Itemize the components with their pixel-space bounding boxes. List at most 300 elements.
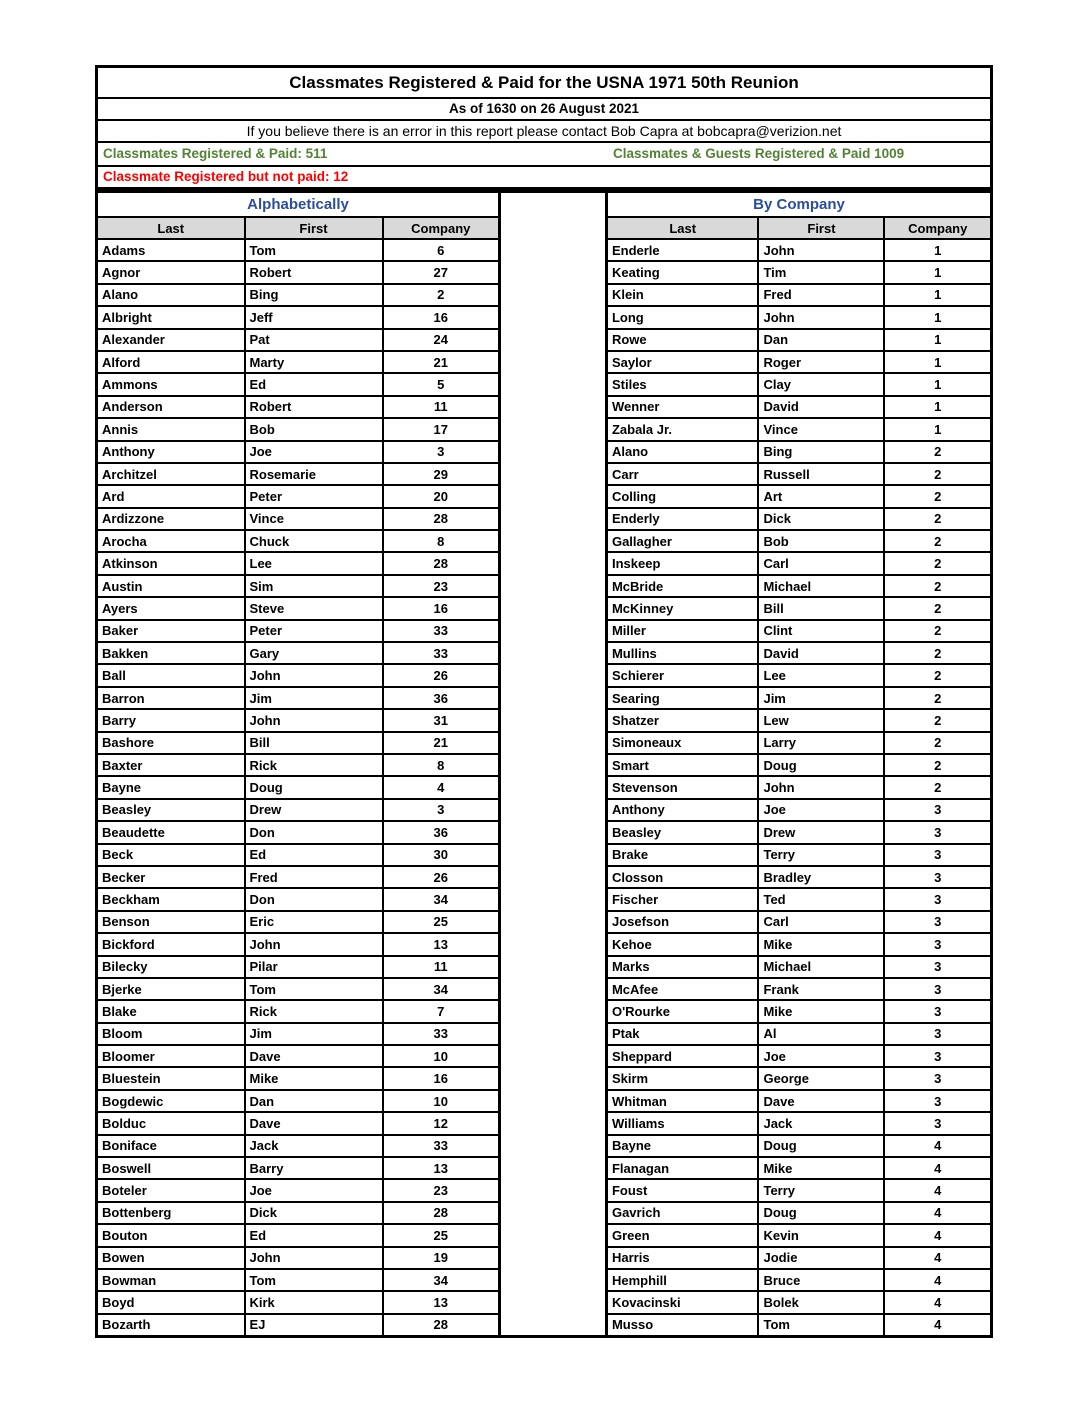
cell-first: Peter (245, 620, 383, 642)
cell-company: 1 (884, 239, 991, 261)
cell-last: Inskeep (606, 552, 758, 574)
cell-company: 7 (383, 1000, 500, 1022)
cell-last: McBride (606, 575, 758, 597)
cell-first: Kirk (245, 1291, 383, 1313)
cell-first: Kevin (758, 1224, 884, 1246)
cell-last: Hemphill (606, 1269, 758, 1291)
cell-company: 3 (884, 1112, 991, 1134)
cell-first: John (758, 776, 884, 798)
cell-first: Barry (245, 1157, 383, 1179)
cell-company: 2 (884, 508, 991, 530)
cell-company: 4 (884, 1269, 991, 1291)
cell-company: 2 (884, 776, 991, 798)
table-row (97, 978, 500, 1000)
alphabetical-table (95, 190, 501, 1338)
cell-company: 2 (884, 597, 991, 619)
cell-first: Steve (245, 597, 383, 619)
table-row (606, 933, 991, 955)
table-row (606, 709, 991, 731)
table-row (97, 620, 500, 642)
cell-company: 3 (884, 911, 991, 933)
cell-last: Rowe (606, 329, 758, 351)
column-header-first: First (758, 217, 884, 239)
table-row (97, 799, 500, 821)
cell-last: Enderly (606, 508, 758, 530)
table-row (606, 1247, 991, 1269)
cell-company: 2 (884, 687, 991, 709)
table-row (606, 1023, 991, 1045)
cell-last: Carr (606, 463, 758, 485)
table-row (97, 396, 500, 418)
cell-company: 5 (383, 373, 500, 395)
cell-last: Ptak (606, 1023, 758, 1045)
table-row (97, 508, 500, 530)
cell-company: 2 (884, 642, 991, 664)
cell-first: Art (758, 485, 884, 507)
cell-last: Bowman (97, 1269, 245, 1291)
cell-last: Beasley (606, 821, 758, 843)
cell-last: Bloom (97, 1023, 245, 1045)
cell-first: Gary (245, 642, 383, 664)
cell-last: Fischer (606, 888, 758, 910)
cell-company: 23 (383, 575, 500, 597)
cell-first: Carl (758, 911, 884, 933)
cell-first: John (245, 933, 383, 955)
cell-last: Baker (97, 620, 245, 642)
tables-region (95, 190, 993, 1338)
cell-last: Stevenson (606, 776, 758, 798)
cell-company: 28 (383, 508, 500, 530)
cell-last: Alano (97, 284, 245, 306)
table-row (97, 284, 500, 306)
cell-last: Flanagan (606, 1157, 758, 1179)
table-row (97, 844, 500, 866)
cell-last: Closson (606, 866, 758, 888)
cell-company: 2 (884, 754, 991, 776)
cell-first: Peter (245, 485, 383, 507)
cell-company: 3 (884, 799, 991, 821)
cell-last: Bayne (97, 776, 245, 798)
cell-first: Jodie (758, 1247, 884, 1269)
cell-first: Jim (245, 1023, 383, 1045)
cell-company: 11 (383, 396, 500, 418)
cell-last: Beaudette (97, 821, 245, 843)
table-row (97, 1179, 500, 1201)
cell-company: 36 (383, 687, 500, 709)
table-row (97, 709, 500, 731)
cell-last: Bickford (97, 933, 245, 955)
cell-company: 4 (884, 1314, 991, 1337)
cell-first: Dick (245, 1202, 383, 1224)
cell-last: Whitman (606, 1090, 758, 1112)
cell-company: 29 (383, 463, 500, 485)
cell-first: Terry (758, 844, 884, 866)
cell-last: Smart (606, 754, 758, 776)
cell-company: 28 (383, 1314, 500, 1337)
cell-company: 27 (383, 261, 500, 283)
cell-company: 1 (884, 373, 991, 395)
cell-last: Gavrich (606, 1202, 758, 1224)
cell-first: Vince (758, 418, 884, 440)
cell-first: Tom (245, 978, 383, 1000)
cell-first: John (245, 1247, 383, 1269)
cell-first: Rosemarie (245, 463, 383, 485)
cell-first: Mike (758, 1157, 884, 1179)
cell-last: Mullins (606, 642, 758, 664)
classmates-paid-count: Classmates Registered & Paid: 511 (103, 146, 328, 161)
section-header-alphabetically: Alphabetically (97, 192, 500, 218)
cell-first: Bill (758, 597, 884, 619)
table-row (606, 261, 991, 283)
cell-first: Dick (758, 508, 884, 530)
table-row (97, 1000, 500, 1022)
cell-last: Klein (606, 284, 758, 306)
cell-company: 33 (383, 642, 500, 664)
cell-company: 3 (383, 799, 500, 821)
cell-last: Ball (97, 664, 245, 686)
cell-last: Ardizzone (97, 508, 245, 530)
table-row (606, 530, 991, 552)
cell-last: Searing (606, 687, 758, 709)
cell-last: Bilecky (97, 956, 245, 978)
cell-last: Green (606, 1224, 758, 1246)
table-row (606, 1000, 991, 1022)
cell-first: Dave (245, 1112, 383, 1134)
cell-company: 2 (884, 709, 991, 731)
cell-company: 34 (383, 978, 500, 1000)
cell-first: Mike (758, 933, 884, 955)
report-sheet (95, 65, 993, 1338)
table-row (97, 463, 500, 485)
cell-first: Mike (245, 1067, 383, 1089)
cell-company: 3 (884, 866, 991, 888)
cell-last: Bottenberg (97, 1202, 245, 1224)
cell-first: Marty (245, 351, 383, 373)
cell-first: Tom (245, 1269, 383, 1291)
cell-company: 13 (383, 1157, 500, 1179)
cell-first: Robert (245, 396, 383, 418)
by-company-table (605, 190, 993, 1338)
cell-last: Miller (606, 620, 758, 642)
table-row (606, 1179, 991, 1201)
cell-first: Chuck (245, 530, 383, 552)
table-row (606, 306, 991, 328)
cell-first: Bing (758, 441, 884, 463)
table-row (606, 821, 991, 843)
table-row (606, 373, 991, 395)
cell-first: Bob (758, 530, 884, 552)
cell-last: Anthony (97, 441, 245, 463)
cell-company: 1 (884, 329, 991, 351)
cell-last: Bluestein (97, 1067, 245, 1089)
table-row (97, 329, 500, 351)
cell-first: Doug (245, 776, 383, 798)
as-of-line: As of 1630 on 26 August 2021 (98, 99, 990, 121)
cell-first: Lew (758, 709, 884, 731)
table-row (606, 620, 991, 642)
cell-last: Bashore (97, 732, 245, 754)
cell-company: 25 (383, 911, 500, 933)
table-row (97, 1314, 500, 1337)
table-row (97, 888, 500, 910)
cell-last: Bloomer (97, 1045, 245, 1067)
cell-company: 3 (884, 888, 991, 910)
column-header-company: Company (884, 217, 991, 239)
cell-company: 6 (383, 239, 500, 261)
cell-company: 30 (383, 844, 500, 866)
cell-company: 2 (884, 620, 991, 642)
table-row (97, 1135, 500, 1157)
cell-last: Alexander (97, 329, 245, 351)
cell-last: Ammons (97, 373, 245, 395)
cell-company: 34 (383, 888, 500, 910)
cell-last: Marks (606, 956, 758, 978)
cell-company: 3 (884, 821, 991, 843)
cell-last: Benson (97, 911, 245, 933)
table-row (97, 1157, 500, 1179)
cell-company: 3 (383, 441, 500, 463)
table-row (606, 1314, 991, 1337)
cell-last: Saylor (606, 351, 758, 373)
table-row (97, 1045, 500, 1067)
table-row (606, 441, 991, 463)
cell-last: Agnor (97, 261, 245, 283)
cell-last: Wenner (606, 396, 758, 418)
table-row (606, 978, 991, 1000)
table-row (97, 1202, 500, 1224)
column-header-last: Last (606, 217, 758, 239)
cell-company: 28 (383, 552, 500, 574)
cell-company: 33 (383, 1023, 500, 1045)
cell-company: 4 (884, 1224, 991, 1246)
table-row (97, 1247, 500, 1269)
cell-first: David (758, 642, 884, 664)
table-row (606, 329, 991, 351)
cell-company: 8 (383, 754, 500, 776)
cell-first: Dave (758, 1090, 884, 1112)
cell-last: Kehoe (606, 933, 758, 955)
table-row (97, 1112, 500, 1134)
table-row (606, 1067, 991, 1089)
cell-company: 19 (383, 1247, 500, 1269)
cell-company: 2 (884, 485, 991, 507)
table-row (97, 866, 500, 888)
cell-company: 31 (383, 709, 500, 731)
cell-company: 16 (383, 1067, 500, 1089)
cell-company: 1 (884, 418, 991, 440)
table-row (606, 664, 991, 686)
cell-first: Dan (245, 1090, 383, 1112)
cell-last: Barron (97, 687, 245, 709)
cell-first: Bradley (758, 866, 884, 888)
cell-company: 4 (884, 1291, 991, 1313)
cell-first: Sim (245, 575, 383, 597)
table-row (97, 821, 500, 843)
table-row (606, 1291, 991, 1313)
table-row (97, 911, 500, 933)
cell-company: 8 (383, 530, 500, 552)
cell-first: Tom (758, 1314, 884, 1337)
cell-last: Adams (97, 239, 245, 261)
table-row (606, 1112, 991, 1134)
cell-company: 3 (884, 978, 991, 1000)
table-row (97, 933, 500, 955)
cell-company: 4 (884, 1179, 991, 1201)
table-row (606, 844, 991, 866)
cell-first: Joe (758, 1045, 884, 1067)
cell-company: 3 (884, 1023, 991, 1045)
table-row (606, 888, 991, 910)
cell-company: 2 (884, 441, 991, 463)
cell-last: Harris (606, 1247, 758, 1269)
cell-first: Roger (758, 351, 884, 373)
cell-first: Lee (245, 552, 383, 574)
cell-first: Rick (245, 754, 383, 776)
cell-last: Bozarth (97, 1314, 245, 1337)
table-row (606, 799, 991, 821)
cell-first: Ed (245, 844, 383, 866)
cell-first: Eric (245, 911, 383, 933)
cell-first: Pilar (245, 956, 383, 978)
cell-first: John (245, 664, 383, 686)
cell-last: Shatzer (606, 709, 758, 731)
cell-first: Bruce (758, 1269, 884, 1291)
cell-last: Enderle (606, 239, 758, 261)
cell-last: Kovacinski (606, 1291, 758, 1313)
cell-last: Beck (97, 844, 245, 866)
cell-first: Bill (245, 732, 383, 754)
table-row (97, 306, 500, 328)
table-row (606, 597, 991, 619)
cell-first: Jim (758, 687, 884, 709)
cell-company: 13 (383, 1291, 500, 1313)
section-header-row (606, 192, 991, 218)
cell-first: John (758, 239, 884, 261)
cell-last: Bowen (97, 1247, 245, 1269)
cell-company: 23 (383, 1179, 500, 1201)
cell-last: Williams (606, 1112, 758, 1134)
cell-first: Terry (758, 1179, 884, 1201)
table-row (606, 463, 991, 485)
table-row (97, 1224, 500, 1246)
column-header-row (97, 217, 500, 239)
cell-first: Mike (758, 1000, 884, 1022)
cell-company: 4 (884, 1135, 991, 1157)
cell-last: Gallagher (606, 530, 758, 552)
column-header-row (606, 217, 991, 239)
column-header-first: First (245, 217, 383, 239)
cell-company: 4 (884, 1157, 991, 1179)
page-title: Classmates Registered & Paid for the USNA 1971 50th Reunion (98, 68, 990, 99)
cell-first: Don (245, 821, 383, 843)
cell-company: 3 (884, 1090, 991, 1112)
cell-first: Dave (245, 1045, 383, 1067)
cell-company: 16 (383, 306, 500, 328)
cell-first: Michael (758, 575, 884, 597)
cell-first: Ed (245, 373, 383, 395)
cell-last: Alford (97, 351, 245, 373)
cell-company: 10 (383, 1045, 500, 1067)
cell-last: Long (606, 306, 758, 328)
cell-last: O'Rourke (606, 1000, 758, 1022)
cell-last: Barry (97, 709, 245, 731)
cell-first: Larry (758, 732, 884, 754)
cell-first: Joe (245, 1179, 383, 1201)
cell-first: Jack (245, 1135, 383, 1157)
section-header-by-company: By Company (606, 192, 991, 218)
cell-first: Ted (758, 888, 884, 910)
cell-last: Anderson (97, 396, 245, 418)
table-row (97, 597, 500, 619)
cell-last: Bakken (97, 642, 245, 664)
cell-company: 26 (383, 664, 500, 686)
table-row (97, 754, 500, 776)
table-row (606, 1090, 991, 1112)
cell-company: 4 (884, 1247, 991, 1269)
table-row (97, 261, 500, 283)
cell-company: 21 (383, 351, 500, 373)
table-row (97, 1269, 500, 1291)
cell-first: Russell (758, 463, 884, 485)
cell-company: 24 (383, 329, 500, 351)
cell-company: 1 (884, 261, 991, 283)
cell-company: 1 (884, 351, 991, 373)
cell-last: Foust (606, 1179, 758, 1201)
cell-company: 2 (884, 732, 991, 754)
cell-last: Arocha (97, 530, 245, 552)
cell-last: Bolduc (97, 1112, 245, 1134)
cell-first: Rick (245, 1000, 383, 1022)
report-header (95, 65, 993, 190)
cell-company: 10 (383, 1090, 500, 1112)
table-row (606, 911, 991, 933)
cell-last: Brake (606, 844, 758, 866)
cell-first: Dan (758, 329, 884, 351)
cell-last: Bouton (97, 1224, 245, 1246)
cell-first: Drew (245, 799, 383, 821)
table-row (97, 1090, 500, 1112)
table-row (606, 754, 991, 776)
cell-company: 2 (884, 463, 991, 485)
table-row (97, 1067, 500, 1089)
section-header-row (97, 192, 500, 218)
cell-company: 3 (884, 1000, 991, 1022)
cell-first: Joe (245, 441, 383, 463)
cell-last: Boswell (97, 1157, 245, 1179)
cell-company: 3 (884, 933, 991, 955)
column-header-last: Last (97, 217, 245, 239)
table-row (97, 552, 500, 574)
cell-first: Frank (758, 978, 884, 1000)
cell-company: 4 (383, 776, 500, 798)
table-row (606, 485, 991, 507)
table-row (606, 508, 991, 530)
cell-first: Pat (245, 329, 383, 351)
cell-last: Blake (97, 1000, 245, 1022)
cell-last: Ayers (97, 597, 245, 619)
table-row (97, 776, 500, 798)
counts-row (98, 143, 990, 167)
table-row (606, 732, 991, 754)
table-row (97, 373, 500, 395)
cell-company: 4 (884, 1202, 991, 1224)
table-row (606, 351, 991, 373)
cell-last: Annis (97, 418, 245, 440)
table-row (606, 687, 991, 709)
cell-last: McKinney (606, 597, 758, 619)
table-row (606, 866, 991, 888)
cell-last: Baxter (97, 754, 245, 776)
